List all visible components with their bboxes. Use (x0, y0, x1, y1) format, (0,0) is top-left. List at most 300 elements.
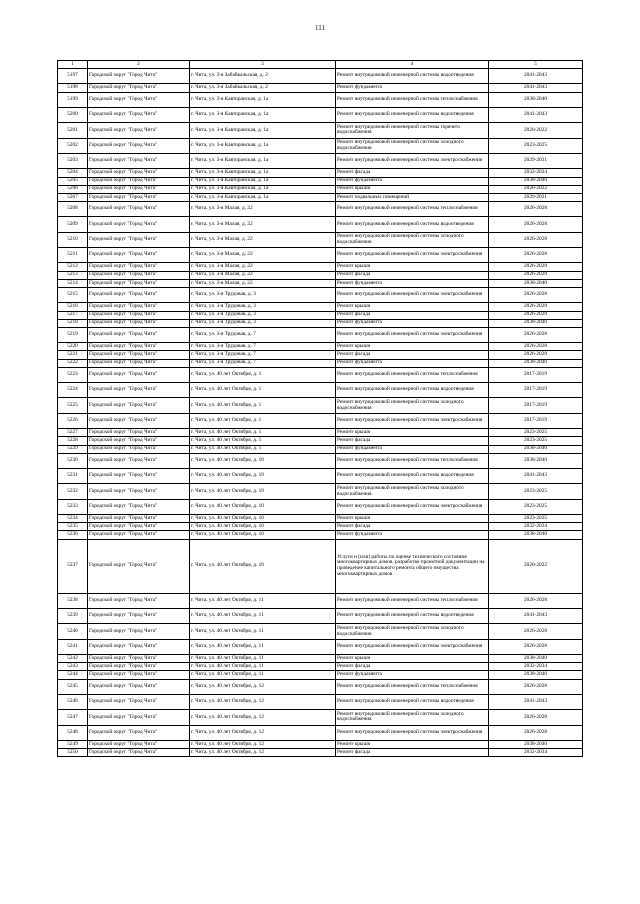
municipality-cell: Городской округ "Город Чита" (88, 263, 190, 271)
municipality-cell: Городской округ "Город Чита" (88, 749, 190, 757)
period-cell: 2026-2028 (489, 725, 583, 740)
table-row (58, 663, 583, 671)
address-cell: г. Чита, ул. 3-я Трудовая, д. 3 (190, 303, 336, 311)
period-cell: 2041-2043 (489, 69, 583, 84)
work-type-cell: Ремонт крыши (336, 263, 489, 271)
municipality-cell: Городской округ "Город Чита" (88, 327, 190, 342)
address-cell: г. Чита, ул. 3-я Кавторанская, д. 1а (190, 92, 336, 107)
work-type-cell: Ремонт внутридомовой инженерной системы водоотведения (336, 107, 489, 122)
row-number-cell: 5230 (58, 453, 88, 468)
municipality-cell: Городской округ "Город Чита" (88, 177, 190, 185)
address-cell: г. Чита, ул. 40 лет Октября, д. 1 (190, 437, 336, 445)
table-row (58, 287, 583, 302)
row-number-cell: 5203 (58, 153, 88, 168)
address-cell: г. Чита, ул. 3-я Кавторанская, д. 1а (190, 177, 336, 185)
address-cell: г. Чита, ул. 3-я Кавторанская, д. 1а (190, 193, 336, 201)
municipality-cell: Городской округ "Город Чита" (88, 515, 190, 523)
period-cell: 2017-2019 (489, 398, 583, 413)
table-row (58, 710, 583, 725)
period-cell: 2026-2028 (489, 287, 583, 302)
row-number-cell: 5202 (58, 138, 88, 153)
row-number-cell: 5204 (58, 169, 88, 177)
address-cell: г. Чита, ул. 3-я Кавторанская, д. 1а (190, 107, 336, 122)
table-row (58, 263, 583, 271)
municipality-cell: Городской округ "Город Чита" (88, 655, 190, 663)
row-number-cell: 5224 (58, 383, 88, 398)
address-cell: г. Чита, ул. 40 лет Октября, д. 10 (190, 453, 336, 468)
work-type-cell: Ремонт внутридомовой инженерной системы водоотведения (336, 383, 489, 398)
row-number-cell: 5223 (58, 367, 88, 382)
address-cell: г. Чита, ул. 40 лет Октября, д. 11 (190, 639, 336, 654)
address-cell: г. Чита, ул. 40 лет Октября, д. 11 (190, 593, 336, 608)
period-cell: 2038-2040 (489, 531, 583, 539)
municipality-cell: Городской округ "Город Чита" (88, 624, 190, 639)
work-type-cell: Ремонт фасада (336, 351, 489, 359)
period-cell: 2032-2034 (489, 523, 583, 531)
work-type-cell: Ремонт внутридомовой инженерной системы электроснабжения (336, 248, 489, 263)
period-cell: 2026-2028 (489, 679, 583, 694)
municipality-cell: Городской округ "Город Чита" (88, 193, 190, 201)
row-number-cell: 5210 (58, 232, 88, 247)
municipality-cell: Городской округ "Город Чита" (88, 319, 190, 327)
work-type-cell: Ремонт подвальных помещений (336, 193, 489, 201)
address-cell: г. Чита, ул. 3-я Малая, д. 22 (190, 248, 336, 263)
municipality-cell: Городской округ "Город Чита" (88, 679, 190, 694)
period-cell: 2026-2028 (489, 343, 583, 351)
address-cell: г. Чита, ул. 40 лет Октября, д. 12 (190, 725, 336, 740)
address-cell: г. Чита, ул. 40 лет Октября, д. 11 (190, 663, 336, 671)
table-row (58, 271, 583, 279)
address-cell: г. Чита, ул. 40 лет Октября, д. 12 (190, 679, 336, 694)
period-cell: 2029-2031 (489, 193, 583, 201)
work-type-cell: Ремонт внутридомовой инженерной системы холодного водоснабжения (336, 232, 489, 247)
municipality-cell: Городской округ "Город Чита" (88, 232, 190, 247)
work-type-cell: Ремонт фундамента (336, 177, 489, 185)
table-row (58, 749, 583, 757)
row-number-cell: 5232 (58, 484, 88, 499)
municipality-cell: Городской округ "Город Чита" (88, 217, 190, 232)
row-number-cell: 5248 (58, 725, 88, 740)
table-row (58, 671, 583, 679)
address-cell: г. Чита, ул. 40 лет Октября, д. 10 (190, 515, 336, 523)
municipality-cell: Городской округ "Город Чита" (88, 523, 190, 531)
table-row (58, 437, 583, 445)
table-row (58, 484, 583, 499)
address-cell: г. Чита, ул. 40 лет Октября, д. 11 (190, 608, 336, 623)
address-cell: г. Чита, ул. 3-я Трудовая, д. 7 (190, 343, 336, 351)
period-cell: 2017-2019 (489, 413, 583, 428)
work-type-cell: Ремонт внутридомовой инженерной системы электроснабжения (336, 499, 489, 514)
period-cell: 2026-2028 (489, 271, 583, 279)
row-number-cell: 5198 (58, 84, 88, 92)
period-cell: 2026-2028 (489, 232, 583, 247)
row-number-cell: 5218 (58, 319, 88, 327)
row-number-cell: 5220 (58, 343, 88, 351)
table-row (58, 311, 583, 319)
table-header-row (58, 61, 583, 69)
work-type-cell: Ремонт фундамента (336, 84, 489, 92)
address-cell: г. Чита, ул. 3-я Забайкальская, д. 2 (190, 69, 336, 84)
table-row (58, 453, 583, 468)
address-cell: г. Чита, ул. 3-я Малая, д. 22 (190, 217, 336, 232)
table-row (58, 523, 583, 531)
period-cell: 2041-2043 (489, 107, 583, 122)
work-type-cell: Ремонт фасада (336, 523, 489, 531)
work-type-cell: Ремонт внутридомовой инженерной системы электроснабжения (336, 639, 489, 654)
work-type-cell: Ремонт внутридомовой инженерной системы электроснабжения (336, 287, 489, 302)
table-row (58, 469, 583, 484)
municipality-cell: Городской округ "Город Чита" (88, 271, 190, 279)
row-number-cell: 5249 (58, 741, 88, 749)
table-row (58, 608, 583, 623)
header-cell: 5 (489, 61, 583, 69)
period-cell: 2038-2040 (489, 359, 583, 367)
address-cell: г. Чита, ул. 40 лет Октября, д. 1 (190, 429, 336, 437)
table-row (58, 153, 583, 168)
period-cell: 2023-2025 (489, 484, 583, 499)
work-type-cell: Ремонт внутридомовой инженерной системы водоотведения (336, 608, 489, 623)
work-type-cell: Ремонт внутридомовой инженерной системы водоотведения (336, 217, 489, 232)
address-cell: г. Чита, ул. 3-я Малая, д. 22 (190, 232, 336, 247)
municipality-cell: Городской округ "Город Чита" (88, 303, 190, 311)
work-type-cell: Ремонт фундамента (336, 445, 489, 453)
work-type-cell: Ремонт внутридомовой инженерной системы теплоснабжения (336, 453, 489, 468)
period-cell: 2038-2040 (489, 177, 583, 185)
period-cell: 2023-2025 (489, 499, 583, 514)
table-row (58, 193, 583, 201)
table-row (58, 429, 583, 437)
municipality-cell: Городской округ "Город Чита" (88, 123, 190, 138)
municipality-cell: Городской округ "Город Чита" (88, 429, 190, 437)
address-cell: г. Чита, ул. 40 лет Октября, д. 1 (190, 383, 336, 398)
table-row (58, 383, 583, 398)
table-row (58, 279, 583, 287)
period-cell: 2026-2028 (489, 639, 583, 654)
work-type-cell: Услуги и (или) работы по оценке технического состояния многоквартирных домов, разработке проектной документации на проведение капитального ремонта общего имущества многоквартирных домов (336, 539, 489, 593)
period-cell: 2041-2043 (489, 608, 583, 623)
work-type-cell: Ремонт внутридомовой инженерной системы холодного водоснабжения (336, 484, 489, 499)
row-number-cell: 5225 (58, 398, 88, 413)
table-row (58, 499, 583, 514)
table-row (58, 169, 583, 177)
work-type-cell: Ремонт внутридомовой инженерной системы водоотведения (336, 69, 489, 84)
address-cell: г. Чита, ул. 3-я Кавторанская, д. 1а (190, 153, 336, 168)
address-cell: г. Чита, ул. 3-я Кавторанская, д. 1а (190, 169, 336, 177)
period-cell: 2026-2028 (489, 248, 583, 263)
header-cell: 4 (336, 61, 489, 69)
work-type-cell: Ремонт фасада (336, 169, 489, 177)
address-cell: г. Чита, ул. 40 лет Октября, д. 12 (190, 749, 336, 757)
row-number-cell: 5238 (58, 593, 88, 608)
municipality-cell: Городской округ "Город Чита" (88, 185, 190, 193)
municipality-cell: Городской округ "Город Чита" (88, 279, 190, 287)
work-type-cell: Ремонт крыши (336, 343, 489, 351)
address-cell: г. Чита, ул. 40 лет Октября, д. 10 (190, 469, 336, 484)
address-cell: г. Чита, ул. 40 лет Октября, д. 11 (190, 655, 336, 663)
table-row (58, 725, 583, 740)
work-type-cell: Ремонт внутридомовой инженерной системы холодного водоснабжения (336, 624, 489, 639)
row-number-cell: 5201 (58, 123, 88, 138)
period-cell: 2041-2043 (489, 694, 583, 709)
row-number-cell: 5200 (58, 107, 88, 122)
address-cell: г. Чита, ул. 40 лет Октября, д. 1 (190, 367, 336, 382)
municipality-cell: Городской округ "Город Чита" (88, 499, 190, 514)
address-cell: г. Чита, ул. 40 лет Октября, д. 10 (190, 539, 336, 593)
period-cell: 2026-2028 (489, 351, 583, 359)
municipality-cell: Городской округ "Город Чита" (88, 383, 190, 398)
period-cell: 2038-2040 (489, 741, 583, 749)
table-row (58, 445, 583, 453)
table-row (58, 138, 583, 153)
period-cell: 2038-2040 (489, 655, 583, 663)
table-row (58, 741, 583, 749)
work-type-cell: Ремонт крыши (336, 185, 489, 193)
period-cell: 2023-2025 (489, 437, 583, 445)
address-cell: г. Чита, ул. 40 лет Октября, д. 11 (190, 671, 336, 679)
table-row (58, 679, 583, 694)
work-type-cell: Ремонт фундамента (336, 279, 489, 287)
row-number-cell: 5207 (58, 193, 88, 201)
work-type-cell: Ремонт внутридомовой инженерной системы теплоснабжения (336, 367, 489, 382)
table-row (58, 351, 583, 359)
municipality-cell: Городской округ "Город Чита" (88, 469, 190, 484)
table-row (58, 92, 583, 107)
municipality-cell: Городской округ "Город Чита" (88, 608, 190, 623)
table-row (58, 107, 583, 122)
row-number-cell: 5239 (58, 608, 88, 623)
work-type-cell: Ремонт внутридомовой инженерной системы теплоснабжения (336, 202, 489, 217)
address-cell: г. Чита, ул. 3-я Трудовая, д. 3 (190, 287, 336, 302)
address-cell: г. Чита, ул. 40 лет Октября, д. 10 (190, 499, 336, 514)
period-cell: 2026-2028 (489, 217, 583, 232)
work-type-cell: Ремонт внутридомовой инженерной системы водоотведения (336, 469, 489, 484)
row-number-cell: 5221 (58, 351, 88, 359)
address-cell: г. Чита, ул. 3-я Малая, д. 22 (190, 279, 336, 287)
table-row (58, 343, 583, 351)
period-cell: 2038-2040 (489, 319, 583, 327)
municipality-cell: Городской округ "Город Чита" (88, 287, 190, 302)
work-type-cell: Ремонт крыши (336, 741, 489, 749)
period-cell: 2017-2019 (489, 383, 583, 398)
address-cell: г. Чита, ул. 3-я Малая, д. 22 (190, 271, 336, 279)
table-row (58, 531, 583, 539)
municipality-cell: Городской округ "Город Чита" (88, 663, 190, 671)
period-cell: 2032-2034 (489, 169, 583, 177)
municipality-cell: Городской округ "Город Чита" (88, 351, 190, 359)
table-row (58, 84, 583, 92)
period-cell: 2026-2028 (489, 303, 583, 311)
row-number-cell: 5245 (58, 679, 88, 694)
address-cell: г. Чита, ул. 3-я Малая, д. 22 (190, 263, 336, 271)
address-cell: г. Чита, ул. 40 лет Октября, д. 12 (190, 710, 336, 725)
address-cell: г. Чита, ул. 3-я Кавторанская, д. 1а (190, 123, 336, 138)
work-type-cell: Ремонт внутридомовой инженерной системы электроснабжения (336, 725, 489, 740)
municipality-cell: Городской округ "Город Чита" (88, 437, 190, 445)
work-type-cell: Ремонт крыши (336, 303, 489, 311)
work-type-cell: Ремонт внутридомовой инженерной системы холодного водоснабжения (336, 138, 489, 153)
municipality-cell: Городской округ "Город Чита" (88, 359, 190, 367)
row-number-cell: 5241 (58, 639, 88, 654)
address-cell: г. Чита, ул. 40 лет Октября, д. 10 (190, 484, 336, 499)
row-number-cell: 5216 (58, 303, 88, 311)
period-cell: 2026-2028 (489, 327, 583, 342)
municipality-cell: Городской округ "Город Чита" (88, 92, 190, 107)
address-cell: г. Чита, ул. 3-я Трудовая, д. 3 (190, 311, 336, 319)
work-type-cell: Ремонт внутридомовой инженерной системы холодного водоснабжения (336, 710, 489, 725)
period-cell: 2038-2040 (489, 453, 583, 468)
address-cell: г. Чита, ул. 3-я Кавторанская, д. 1а (190, 185, 336, 193)
work-type-cell: Ремонт внутридомовой инженерной системы электроснабжения (336, 413, 489, 428)
municipality-cell: Городской округ "Город Чита" (88, 725, 190, 740)
address-cell: г. Чита, ул. 3-я Трудовая, д. 3 (190, 319, 336, 327)
table-row (58, 177, 583, 185)
table-row (58, 185, 583, 193)
row-number-cell: 5247 (58, 710, 88, 725)
municipality-cell: Городской округ "Город Чита" (88, 107, 190, 122)
table-row (58, 639, 583, 654)
row-number-cell: 5235 (58, 523, 88, 531)
municipality-cell: Городской округ "Город Чита" (88, 671, 190, 679)
table-row (58, 539, 583, 593)
row-number-cell: 5219 (58, 327, 88, 342)
row-number-cell: 5229 (58, 445, 88, 453)
work-type-cell: Ремонт крыши (336, 655, 489, 663)
row-number-cell: 5197 (58, 69, 88, 84)
address-cell: г. Чита, ул. 40 лет Октября, д. 1 (190, 413, 336, 428)
address-cell: г. Чита, ул. 40 лет Октября, д. 12 (190, 741, 336, 749)
address-cell: г. Чита, ул. 40 лет Октября, д. 10 (190, 531, 336, 539)
period-cell: 2038-2040 (489, 92, 583, 107)
work-type-cell: Ремонт внутридомовой инженерной системы теплоснабжения (336, 593, 489, 608)
municipality-cell: Городской округ "Город Чита" (88, 84, 190, 92)
row-number-cell: 5234 (58, 515, 88, 523)
row-number-cell: 5240 (58, 624, 88, 639)
table-row (58, 123, 583, 138)
period-cell: 2038-2040 (489, 671, 583, 679)
table-row (58, 655, 583, 663)
work-type-cell: Ремонт крыши (336, 515, 489, 523)
row-number-cell: 5209 (58, 217, 88, 232)
row-number-cell: 5222 (58, 359, 88, 367)
address-cell: г. Чита, ул. 3-я Трудовая, д. 7 (190, 327, 336, 342)
work-type-cell: Ремонт фундамента (336, 319, 489, 327)
municipality-cell: Городской округ "Город Чита" (88, 413, 190, 428)
row-number-cell: 5250 (58, 749, 88, 757)
period-cell: 2020-2022 (489, 539, 583, 593)
period-cell: 2032-2034 (489, 663, 583, 671)
table-row (58, 248, 583, 263)
table-row (58, 327, 583, 342)
work-type-cell: Ремонт фасада (336, 749, 489, 757)
work-type-cell: Ремонт внутридомовой инженерной системы электроснабжения (336, 327, 489, 342)
row-number-cell: 5213 (58, 271, 88, 279)
period-cell: 2041-2043 (489, 469, 583, 484)
municipality-cell: Городской округ "Город Чита" (88, 445, 190, 453)
municipality-cell: Городской округ "Город Чита" (88, 153, 190, 168)
municipality-cell: Городской округ "Город Чита" (88, 367, 190, 382)
row-number-cell: 5205 (58, 177, 88, 185)
municipality-cell: Городской округ "Город Чита" (88, 531, 190, 539)
address-cell: г. Чита, ул. 40 лет Октября, д. 10 (190, 523, 336, 531)
municipality-cell: Городской округ "Город Чита" (88, 311, 190, 319)
row-number-cell: 5215 (58, 287, 88, 302)
period-cell: 2026-2028 (489, 624, 583, 639)
row-number-cell: 5227 (58, 429, 88, 437)
work-type-cell: Ремонт внутридомовой инженерной системы водоотведения (336, 694, 489, 709)
municipality-cell: Городской округ "Город Чита" (88, 484, 190, 499)
period-cell: 2023-2025 (489, 515, 583, 523)
row-number-cell: 5233 (58, 499, 88, 514)
municipality-cell: Городской округ "Город Чита" (88, 593, 190, 608)
page-number: 111 (315, 24, 325, 32)
table-row (58, 202, 583, 217)
period-cell: 2023-2025 (489, 138, 583, 153)
work-type-cell: Ремонт фасада (336, 311, 489, 319)
period-cell: 2041-2043 (489, 84, 583, 92)
address-cell: г. Чита, ул. 40 лет Октября, д. 12 (190, 694, 336, 709)
row-number-cell: 5206 (58, 185, 88, 193)
municipality-cell: Городской округ "Город Чита" (88, 539, 190, 593)
municipality-cell: Городской округ "Город Чита" (88, 639, 190, 654)
row-number-cell: 5236 (58, 531, 88, 539)
table-row (58, 515, 583, 523)
header-cell: 2 (88, 61, 190, 69)
work-type-cell: Ремонт крыши (336, 429, 489, 437)
period-cell: 2026-2028 (489, 593, 583, 608)
period-cell: 2020-2022 (489, 123, 583, 138)
address-cell: г. Чита, ул. 3-я Кавторанская, д. 1а (190, 138, 336, 153)
work-type-cell: Ремонт фундамента (336, 531, 489, 539)
row-number-cell: 5214 (58, 279, 88, 287)
row-number-cell: 5246 (58, 694, 88, 709)
work-type-cell: Ремонт фасада (336, 271, 489, 279)
municipality-cell: Городской округ "Город Чита" (88, 741, 190, 749)
municipality-cell: Городской округ "Город Чита" (88, 169, 190, 177)
municipality-cell: Городской округ "Город Чита" (88, 248, 190, 263)
address-cell: г. Чита, ул. 40 лет Октября, д. 11 (190, 624, 336, 639)
address-cell: г. Чита, ул. 40 лет Октября, д. 1 (190, 398, 336, 413)
period-cell: 2026-2028 (489, 263, 583, 271)
address-cell: г. Чита, ул. 3-я Забайкальская, д. 2 (190, 84, 336, 92)
period-cell: 2017-2019 (489, 367, 583, 382)
municipality-cell: Городской округ "Город Чита" (88, 710, 190, 725)
period-cell: 2026-2028 (489, 202, 583, 217)
table-row (58, 367, 583, 382)
table-row (58, 217, 583, 232)
table-row (58, 413, 583, 428)
table-row (58, 69, 583, 84)
table-row (58, 232, 583, 247)
municipality-cell: Городской округ "Город Чита" (88, 398, 190, 413)
row-number-cell: 5226 (58, 413, 88, 428)
table-row (58, 624, 583, 639)
address-cell: г. Чита, ул. 3-я Малая, д. 22 (190, 202, 336, 217)
period-cell: 2038-2040 (489, 279, 583, 287)
work-type-cell: Ремонт внутридомовой инженерной системы теплоснабжения (336, 92, 489, 107)
row-number-cell: 5211 (58, 248, 88, 263)
municipality-cell: Городской округ "Город Чита" (88, 69, 190, 84)
row-number-cell: 5208 (58, 202, 88, 217)
row-number-cell: 5242 (58, 655, 88, 663)
address-cell: г. Чита, ул. 3-я Трудовая, д. 7 (190, 359, 336, 367)
address-cell: г. Чита, ул. 40 лет Октября, д. 1 (190, 445, 336, 453)
table-row (58, 694, 583, 709)
period-cell: 2020-2022 (489, 185, 583, 193)
work-type-cell: Ремонт фасада (336, 437, 489, 445)
period-cell: 2038-2040 (489, 445, 583, 453)
period-cell: 2023-2025 (489, 429, 583, 437)
period-cell: 2026-2028 (489, 710, 583, 725)
